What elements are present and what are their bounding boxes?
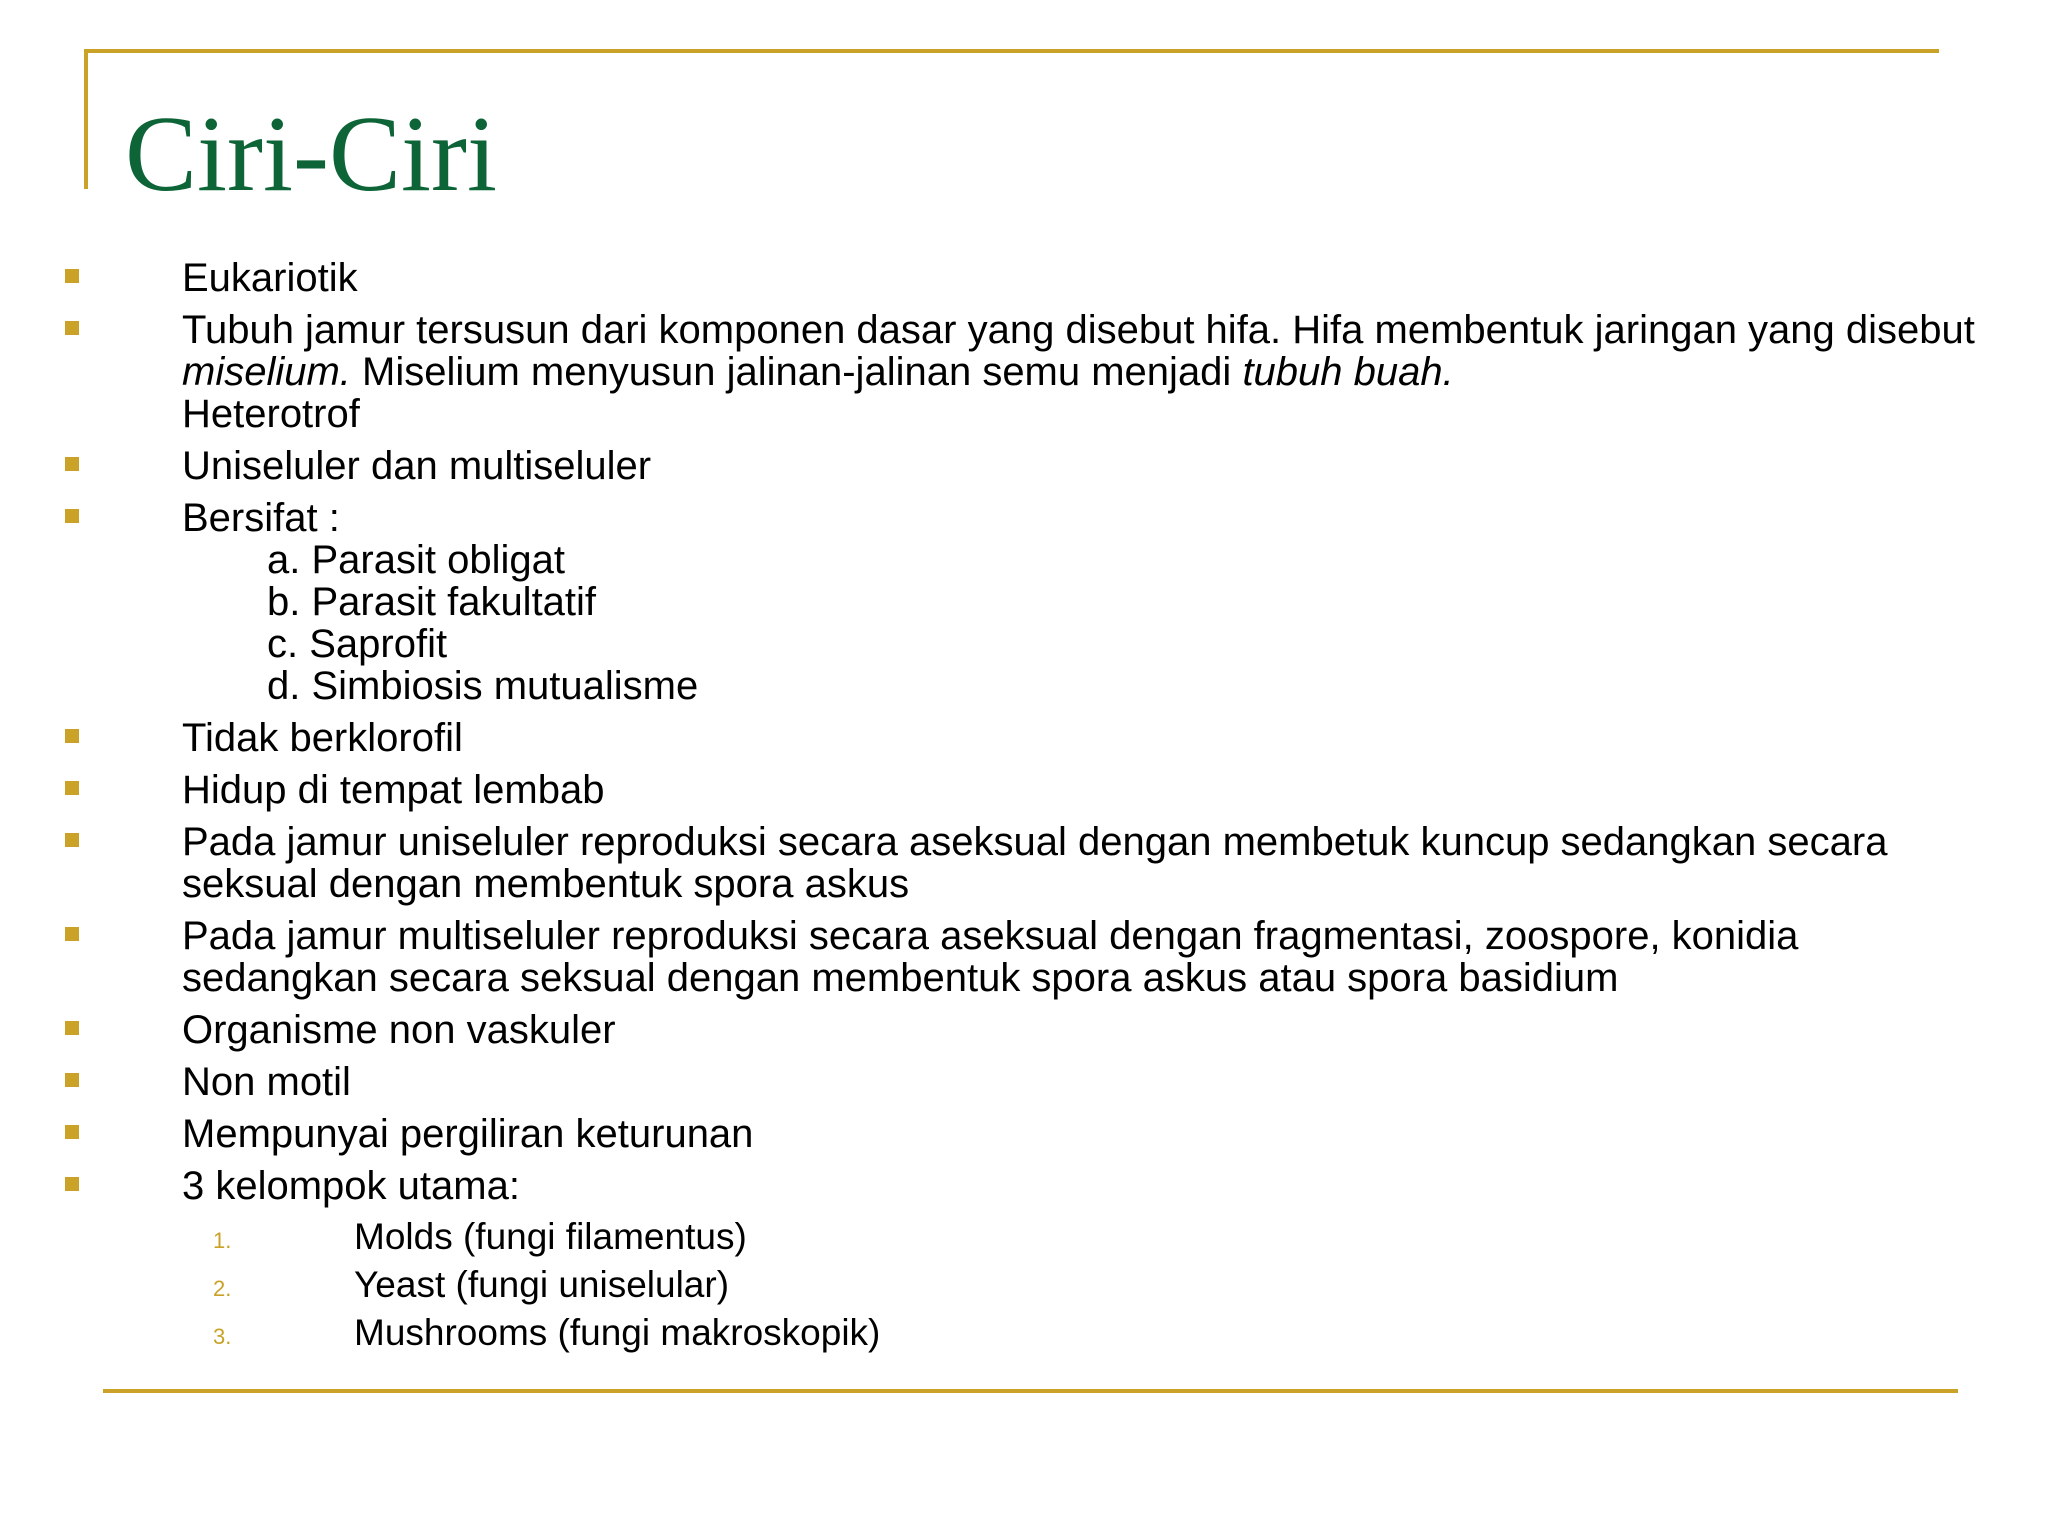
list-item: Eukariotik (0, 257, 2048, 299)
numbered-item: 3. Mushrooms (fungi makroskopik) (0, 1309, 2048, 1357)
numbered-item: 1. Molds (fungi filamentus) (0, 1213, 2048, 1261)
square-bullet-icon (65, 729, 79, 743)
square-bullet-icon (65, 1125, 79, 1139)
square-bullet-icon (65, 269, 79, 283)
numbered-list (0, 1213, 2048, 1357)
list-item: Bersifat : a. Parasit obligat b. Parasit fakultatif c. Saprofit d. Simbiosis mutualisme (0, 497, 2048, 707)
list-item: Organisme non vaskuler (0, 1009, 2048, 1051)
list-item: Non motil (0, 1061, 2048, 1103)
list-item: Mempunyai pergiliran keturunan (0, 1113, 2048, 1155)
sub-item: d. Simbiosis mutualisme (267, 664, 699, 708)
square-bullet-icon (65, 509, 79, 523)
sub-item: b. Parasit fakultatif (267, 580, 597, 624)
square-bullet-icon (65, 1177, 79, 1191)
sub-item: c. Saprofit (267, 622, 448, 666)
list-item: Hidup di tempat lembab (0, 769, 2048, 811)
list-item: Pada jamur uniseluler reproduksi secara aseksual dengan membetuk kuncup sedangkan secara seksual dengan membentuk spora askus (0, 821, 2048, 905)
frame-left-line (84, 49, 88, 189)
sub-item: a. Parasit obligat (267, 538, 565, 582)
item-number: 3. (213, 1324, 232, 1349)
slide-title: Ciri-Ciri (125, 95, 497, 214)
square-bullet-icon (65, 781, 79, 795)
list-item: Uniseluler dan multiseluler (0, 445, 2048, 487)
frame-top-line (84, 49, 1939, 53)
numbered-item: 2. Yeast (fungi uniselular) (0, 1261, 2048, 1309)
square-bullet-icon (65, 321, 79, 335)
square-bullet-icon (65, 833, 79, 847)
square-bullet-icon (65, 927, 79, 941)
frame-bottom-line (103, 1389, 1958, 1393)
square-bullet-icon (65, 1073, 79, 1087)
list-item: Pada jamur multiseluler reproduksi secara aseksual dengan fragmentasi, zoospore, konidia sedangkan secara seksual dengan membentuk spora askus atau spora basidium (0, 915, 2048, 999)
bullet-list (0, 257, 2048, 1357)
list-item: Tubuh jamur tersusun dari komponen dasar yang disebut hifa. Hifa membentuk jaringan yang disebut miselium. Miselium menyusun jalinan-jalinan semu menjadi tubuh buah. Heterotrof (0, 309, 2048, 435)
list-item: 3 kelompok utama: (0, 1165, 2048, 1207)
item-number: 1. (213, 1228, 232, 1253)
item-number: 2. (213, 1276, 232, 1301)
square-bullet-icon (65, 1021, 79, 1035)
list-item: Tidak berklorofil (0, 717, 2048, 759)
square-bullet-icon (65, 457, 79, 471)
